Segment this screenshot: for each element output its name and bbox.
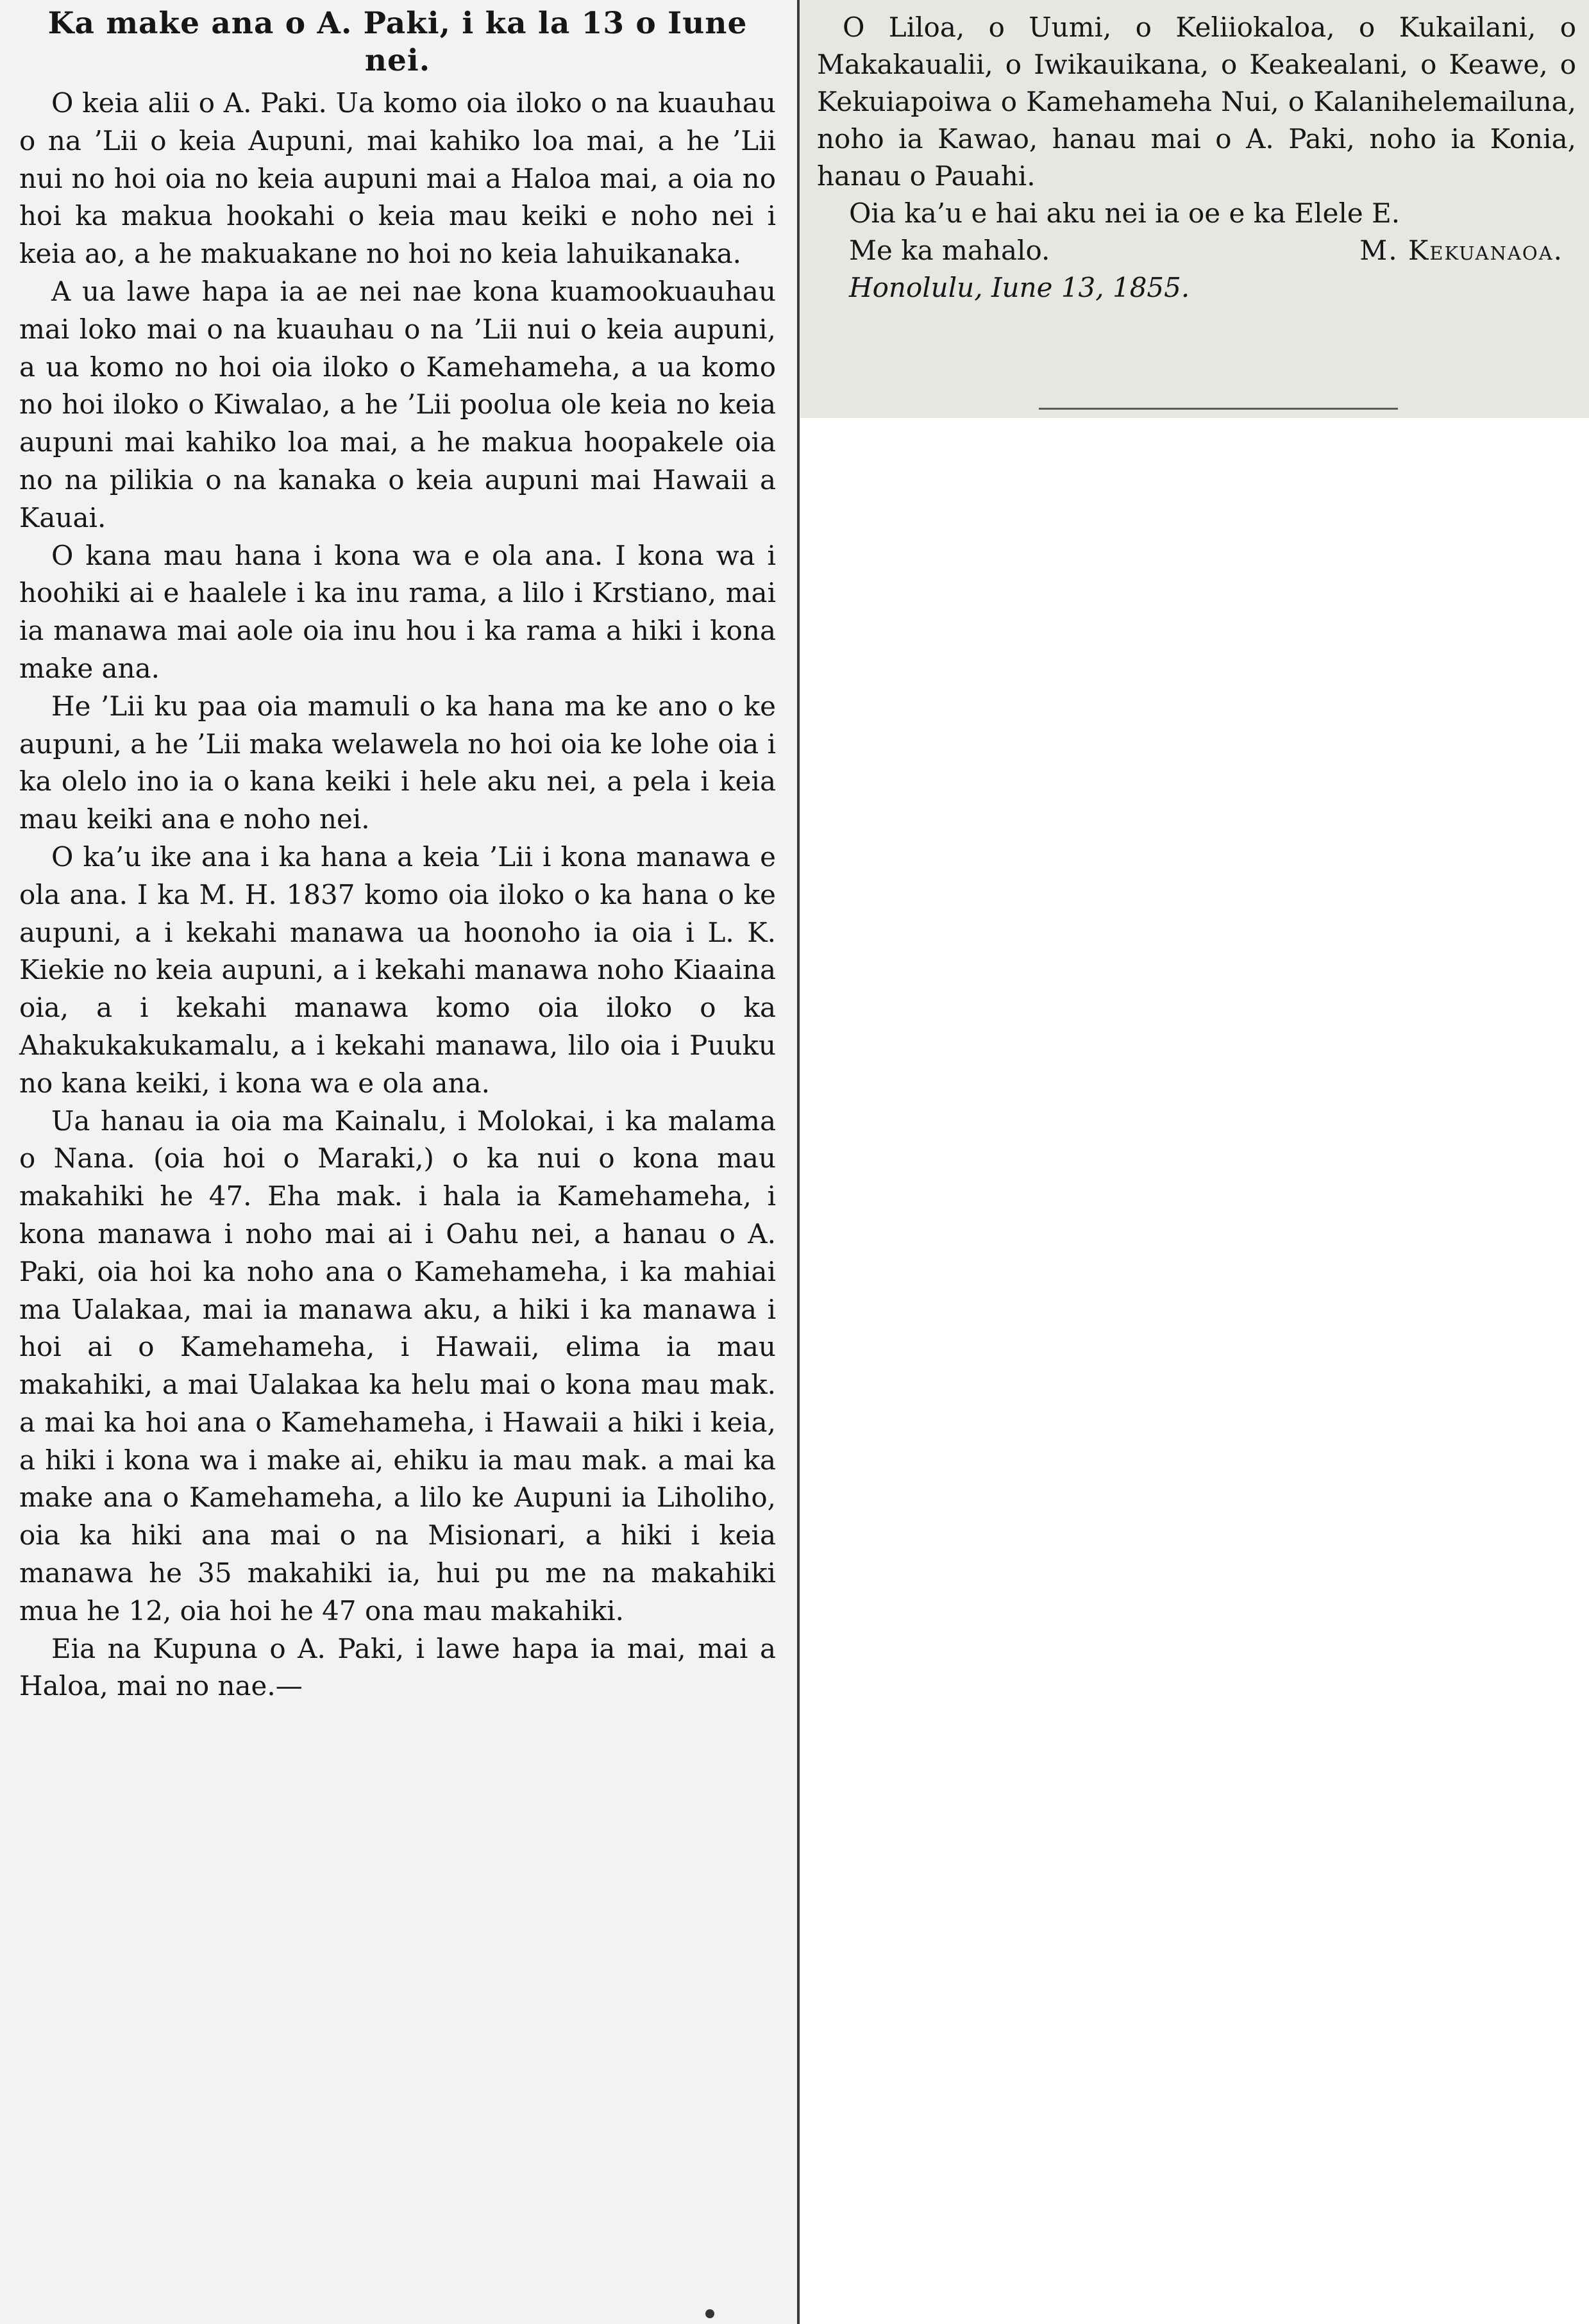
column-divider bbox=[797, 0, 800, 2324]
article-paragraph-5: O ka’u ike ana i ka hana a keia ’Lii i kona manawa e ola ana. I ka M. H. 1837 komo oia iloko o ka hana o ke aupuni, a i kekahi manawa ua hoonoho ia oia i L. K. Kiekie no keia aupuni, a i kekahi manawa noho Kiaaina oia, a i kekahi manawa komo oia iloko o ka Ahakukakukamalu, a i kekahi manawa, lilo oia i Puuku no kana keiki, i kona wa e ola ana. bbox=[19, 840, 776, 1099]
signature-line bbox=[817, 232, 1576, 269]
right-column bbox=[800, 0, 1589, 418]
signature-name: M. Kekuanaoa. bbox=[1359, 235, 1563, 266]
article-paragraph-1: O keia alii o A. Paki. Ua komo oia iloko o na kuauhau o na ’Lii o keia Aupuni, mai kahiko loa mai, a he ’Lii nui no hoi oia no keia aupuni mai a Haloa mai, a oia no hoi ka makua hookahi o keia mau keiki e noho nei i keia ao, a he makuakane no hoi no keia lahuikanaka. bbox=[19, 87, 776, 270]
dateline-date: Iune 13, 1855. bbox=[991, 272, 1190, 303]
genealogy-paragraph: O Liloa, o Uumi, o Keliiokaloa, o Kukailani, o Makakaualii, o Iwikauikana, o Keakealani, o Keawe, o Kekuiapoiwa o Kamehameha Nui, o Kalanihelemailuna, noho ia Kawao, hanau mai o A. Paki, noho ia Konia, hanau o Pauahi. bbox=[817, 12, 1576, 192]
dateline bbox=[817, 269, 1576, 306]
article-headline: Ka make ana o A. Paki, i ka la 13 o Iune nei. bbox=[47, 6, 748, 78]
article-paragraph-4: He ’Lii ku paa oia mamuli o ka hana ma ke ano o ke aupuni, a he ’Lii maka welawela no hoi oia ke lohe oia i ka olelo ino ia o kana keiki i hele aku nei, a pela i keia mau keiki ana e noho nei. bbox=[19, 690, 776, 835]
dateline-place: Honolulu, bbox=[849, 272, 983, 303]
section-end-rule bbox=[1039, 408, 1398, 410]
column-end-mark bbox=[705, 2309, 714, 2318]
thanks-text: Me ka mahalo. bbox=[849, 235, 1050, 266]
closing-line: Oia ka’u e hai aku nei ia oe e ka Elele E. bbox=[849, 197, 1400, 229]
article-paragraph-7: Eia na Kupuna o A. Paki, i lawe hapa ia mai, mai a Haloa, mai no nae.— bbox=[19, 1632, 776, 1702]
article-paragraph-2: A ua lawe hapa ia ae nei nae kona kuamookuauhau mai loko mai o na kuauhau o na ’Lii nui o keia aupuni, a ua komo no hoi oia iloko o Kamehameha, a ua komo no hoi iloko o Kiwalao, a he ’Lii poolua ole keia no keia aupuni mai kahiko loa mai, a he makua hoopakele oia no na pilikia o na kanaka o keia aupuni mai Hawaii a Kauai. bbox=[19, 275, 776, 533]
article-paragraph-6: Ua hanau ia oia ma Kainalu, i Molokai, i ka malama o Nana. (oia hoi o Maraki,) o ka nui o kona mau makahiki he 47. Eha mak. i hala ia Kamehameha, i kona manawa i noho mai ai i Oahu nei, a hanau o A. Paki, oia hoi ka noho ana o Kamehameha, i ka mahiai ma Ualakaa, mai ia manawa aku, a hiki i ka manawa i hoi ai o Kamehameha, i Hawaii, elima ia mau makahiki, a mai Ualakaa ka helu mai o kona mau mak. a mai ka hoi ana o Kamehameha, i Hawaii a hiki i keia, a hiki i kona wa i make ai, ehiku ia mau mak. a mai ka make ana o Kamehameha, a lilo ke Aupuni ia Liholiho, oia ka hiki ana mai o na Misionari, a hiki i keia manawa he 35 makahiki ia, hui pu me na makahiki mua he 12, oia hoi he 47 ona mau makahiki. bbox=[19, 1105, 776, 1626]
article-paragraph-3: O kana mau hana i kona wa e ola ana. I kona wa i hoohiki ai e haalele i ka inu rama, a lilo i Krstiano, mai ia manawa mai aole oia inu hou i ka rama a hiki i kona make ana. bbox=[19, 539, 776, 684]
